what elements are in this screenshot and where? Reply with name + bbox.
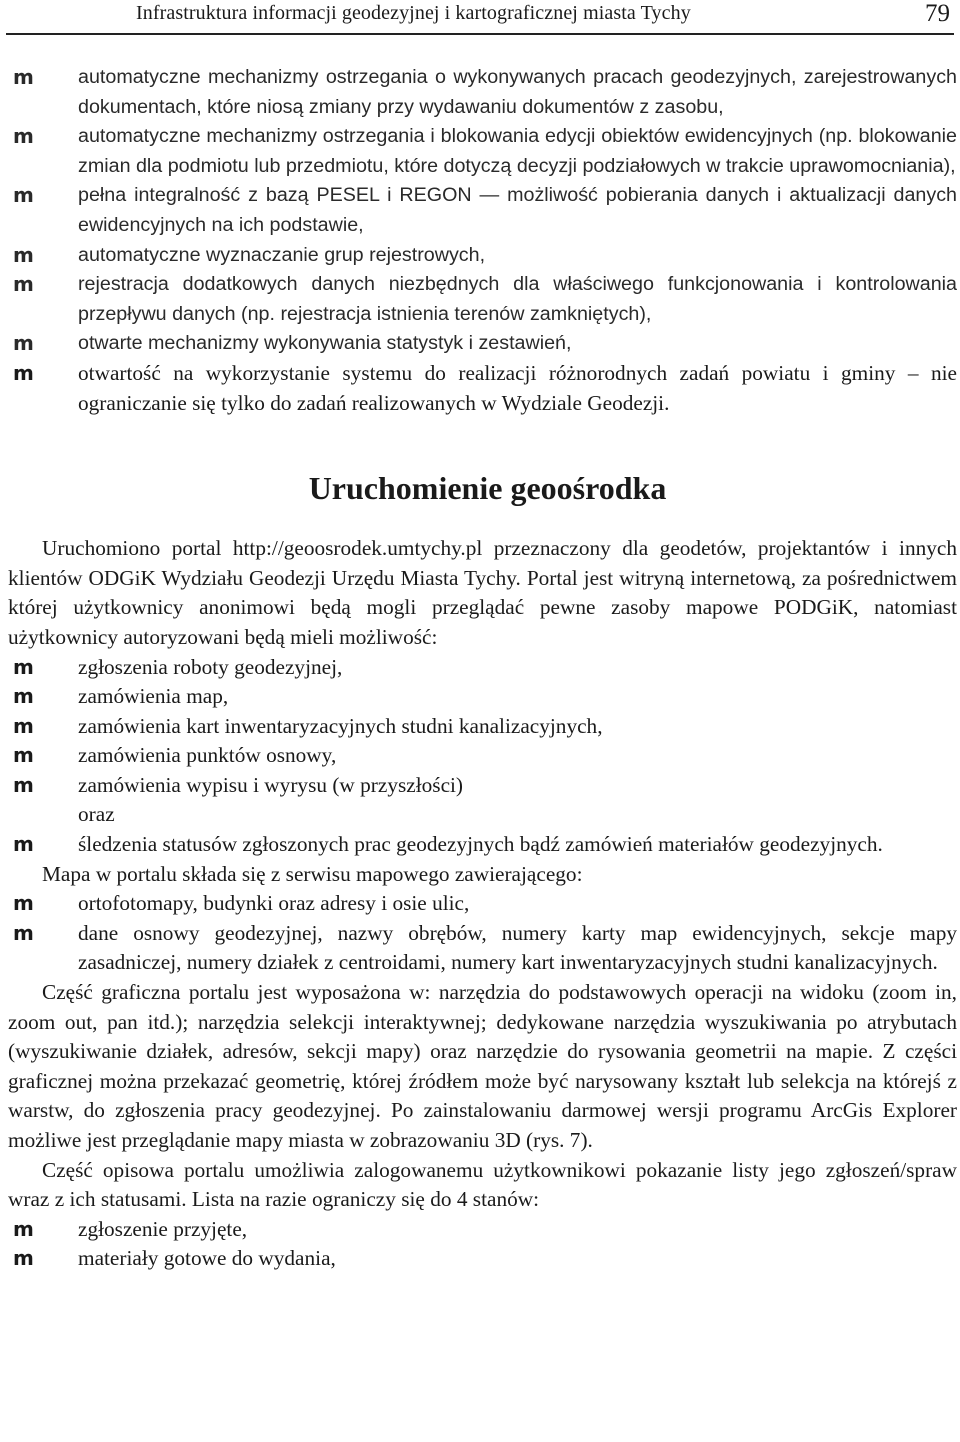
list-item: m rejestracja dodatkowych danych niezbędnych dla właściwego funkcjonowania i kontrolowania przepływu danych (np. rejestracja istnienia terenów zamkniętych),	[13, 272, 957, 325]
list-item: m automatyczne mechanizmy ostrzegania o wykonywanych pracach geodezyjnych, zarejestrowanych dokumentach, które niosą zmiany przy wydawaniu dokumentów z zasobu,	[13, 65, 957, 118]
status-list	[8, 1215, 957, 1274]
map-intro: Mapa w portalu składa się z serwisu mapowego zawierającego:	[42, 861, 583, 886]
running-header	[6, 0, 954, 35]
descriptive-paragraph: Część opisowa portalu umożliwia zalogowanemu użytkownikowi pokazanie listy jego zgłoszeń/spraw wraz z ich statusami. Lista na razie ograniczy się do 4 stanów:	[8, 1157, 957, 1212]
section-heading: Uruchomienie geoośrodka	[308, 470, 667, 507]
graphic-paragraph: Część graficzna portalu jest wyposażona w: narzędzia do podstawowych operacji na widoku (zoom in, zoom out, pan itd.); narzędzia selekcji interaktywnej; dedykowane narzędzia wyszukiwania po atrybutach (wyszukiwanie działek, adresów, sekcji mapy) oraz narzędzie do rysowania geometrii na mapie. Z części graficznej można przekazać geometrię, której źródłem może być narysowany kształt lub selekcja na którejś z warstw, do zgłoszenia pracy geodezyjnej. Po zainstalowaniu darmowej wersji programu ArcGis Explorer możliwe jest przeglądanie mapy miasta w zobrazowaniu 3D (rys. 7).	[8, 980, 957, 1152]
feature-list	[8, 63, 957, 418]
list-item: m zgłoszenia roboty geodezyjnej,	[8, 653, 957, 683]
list-item: m zamówienia map,	[8, 682, 957, 712]
bullet-icon: m	[13, 272, 34, 297]
page-number: 79	[925, 0, 950, 27]
bullet-icon: m	[13, 65, 34, 89]
bullet-icon: m	[13, 832, 34, 857]
list-item: m zamówienia wypisu i wyrysu (w przyszłości)	[8, 771, 957, 801]
bullet-icon: m	[13, 684, 34, 709]
abilities-list	[8, 653, 957, 801]
abilities-list-last	[8, 830, 957, 860]
bullet-icon: m	[13, 183, 34, 208]
page-body	[8, 63, 957, 1274]
list-item: m otwartość na wykorzystanie systemu do realizacji różnorodnych zadań powiatu i gminy – nie ograniczanie się tylko do zadań realizowanych w Wydziale Geodezji.	[13, 360, 957, 415]
bullet-icon: m	[13, 1246, 34, 1271]
oraz-line: oraz	[78, 802, 115, 827]
bullet-icon: m	[13, 1216, 34, 1241]
bullet-icon: m	[13, 331, 34, 356]
bullet-icon: m	[13, 772, 34, 797]
list-item: m ortofotomapy, budynki oraz adresy i osie ulic,	[8, 889, 957, 919]
bullet-icon: m	[13, 360, 34, 385]
bullet-icon: m	[13, 743, 34, 768]
list-item: m otwarte mechanizmy wykonywania statystyk i zestawień,	[8, 329, 957, 359]
list-item: m zamówienia punktów osnowy,	[8, 741, 957, 771]
header-title: Infrastruktura informacji geodezyjnej i kartograficznej miasta Tychy	[136, 2, 691, 24]
list-item: m śledzenia statusów zgłoszonych prac geodezyjnych bądź zamówień materiałów geodezyjnych.	[8, 830, 957, 860]
list-item: m pełna integralność z bazą PESEL i REGON — możliwość pobierania danych i aktualizacji danych ewidencyjnych na ich podstawie,	[13, 183, 957, 236]
list-item: m zamówienia kart inwentaryzacyjnych studni kanalizacyjnych,	[8, 712, 957, 742]
bullet-icon: m	[13, 124, 34, 149]
list-item: m zgłoszenie przyjęte,	[8, 1215, 957, 1245]
list-item: m dane osnowy geodezyjnej, nazwy obrębów, numery karty map ewidencyjnych, sekcje mapy zasadniczej, numery działek z centroidami, numery kart inwentaryzacyjnych studni kanalizacyjnych.	[13, 920, 957, 975]
bullet-icon: m	[13, 713, 34, 738]
bullet-icon: m	[13, 242, 34, 267]
list-item: m materiały gotowe do wydania,	[8, 1244, 957, 1274]
map-items-list	[8, 889, 957, 978]
bullet-icon: m	[13, 654, 34, 679]
bullet-icon: m	[13, 891, 34, 916]
intro-paragraph: Uruchomiono portal http://geoosrodek.umtychy.pl przeznaczony dla geodetów, projektantów i innych klientów ODGiK Wydziału Geodezji Urzędu Miasta Tychy. Portal jest witryną internetową, za pośrednictwem której użytkownicy anonimowi będą mogli przeglądać pewne zasoby mapowe PODGiK, natomiast użytkownicy autoryzowani będą mieli możliwość:	[8, 536, 957, 649]
bullet-icon: m	[13, 920, 34, 945]
list-item: m automatyczne mechanizmy ostrzegania i blokowania edycji obiektów ewidencyjnych (np. blokowanie zmian dla podmiotu lub przedmiotu, które dotyczą decyzji podziałowych w trakcie uprawomocniania),	[13, 124, 957, 177]
list-item: m automatyczne wyznaczanie grup rejestrowych,	[8, 241, 957, 271]
